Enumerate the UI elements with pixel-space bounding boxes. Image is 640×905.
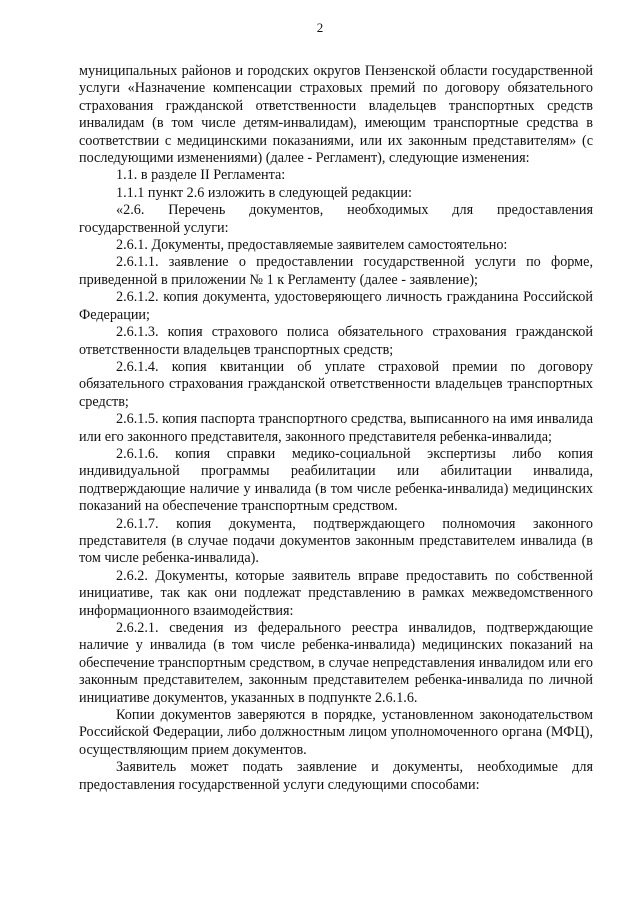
paragraph-2-6-1-5: 2.6.1.5. копия паспорта транспортного средства, выписанного на имя инвалида или его законного представителя, законного представителя ребенка-инвалида;: [79, 411, 593, 445]
paragraph-2-6-1-7: 2.6.1.7. копия документа, подтверждающего полномочия законного представителя (в случае подачи документов законным представителем инвалида (в том числе ребенка-инвалида).: [79, 515, 593, 567]
paragraph-2-6-1-3: 2.6.1.3. копия страхового полиса обязательного страхования гражданской ответственности владельцев транспортных средств;: [79, 324, 593, 358]
paragraph-2-6-1-4: 2.6.1.4. копия квитанции об уплате страховой премии по договору обязательного страхования гражданской ответственности владельцев транспортных средств;: [79, 358, 593, 410]
paragraph-copies: Копии документов заверяются в порядке, установленном законодательством Российской Федерации, либо должностным лицом уполномоченного органа (МФЦ), осуществляющим прием документов.: [79, 707, 593, 758]
paragraph-2-6-1-2: 2.6.1.2. копия документа, удостоверяющего личность гражданина Российской Федерации;: [79, 289, 593, 323]
paragraph-2-6-1: 2.6.1. Документы, предоставляемые заявителем самостоятельно:: [116, 237, 508, 254]
paragraph-2-6-1-6: 2.6.1.6. копия справки медико-социальной экспертизы либо копия индивидуальной программы реабилитации или абилитации инвалида, подтверждающие наличие у инвалида (в том числе ребенка-инвалида) медицинских показаний на обеспечение транспортным средством.: [79, 445, 593, 515]
paragraph-2-6-1-1: 2.6.1.1. заявление о предоставлении государственной услуги по форме, приведенной в приложении № 1 к Регламенту (далее - заявление);: [79, 254, 593, 288]
paragraph-2-6: «2.6. Перечень документов, необходимых для предоставления государственной услуги:: [79, 202, 593, 236]
paragraph-2-6-2: 2.6.2. Документы, которые заявитель вправе предоставить по собственной инициативе, так как они подлежат представлению в рамках межведомственного информационного взаимодействия:: [79, 567, 593, 619]
paragraph-intro: муниципальных районов и городских округов Пензенской области государственной услуги «Назначение компенсации страховых премий по договору обязательного страхования гражданской ответственности владельцев транспортных средств инвалидам (в том числе детям-инвалидам), имеющим транспортные средства в соответствии с медицинскими показаниями, или их законным представителям» (с последующими изменениями) (далее - Регламент), следующие изменения:: [79, 63, 593, 167]
paragraph-1-1-1: 1.1.1 пункт 2.6 изложить в следующей редакции:: [116, 184, 412, 201]
paragraph-1-1: 1.1. в разделе II Регламента:: [116, 167, 286, 184]
document-body: [79, 63, 593, 794]
page-number: 2: [316, 20, 324, 35]
paragraph-2-6-2-1: 2.6.2.1. сведения из федерального реестра инвалидов, подтверждающие наличие у инвалида (в том числе ребенка-инвалида) медицинских показаний на обеспечение транспортным средством, в случае непредставления инвалидом или его законным представителем, законным представителем ребенка-инвалида по личной инициативе документов, указанных в подпункте 2.6.1.6.: [79, 620, 593, 706]
paragraph-submission: Заявитель может подать заявление и документы, необходимые для предоставления государственной услуги следующими способами:: [79, 759, 593, 793]
